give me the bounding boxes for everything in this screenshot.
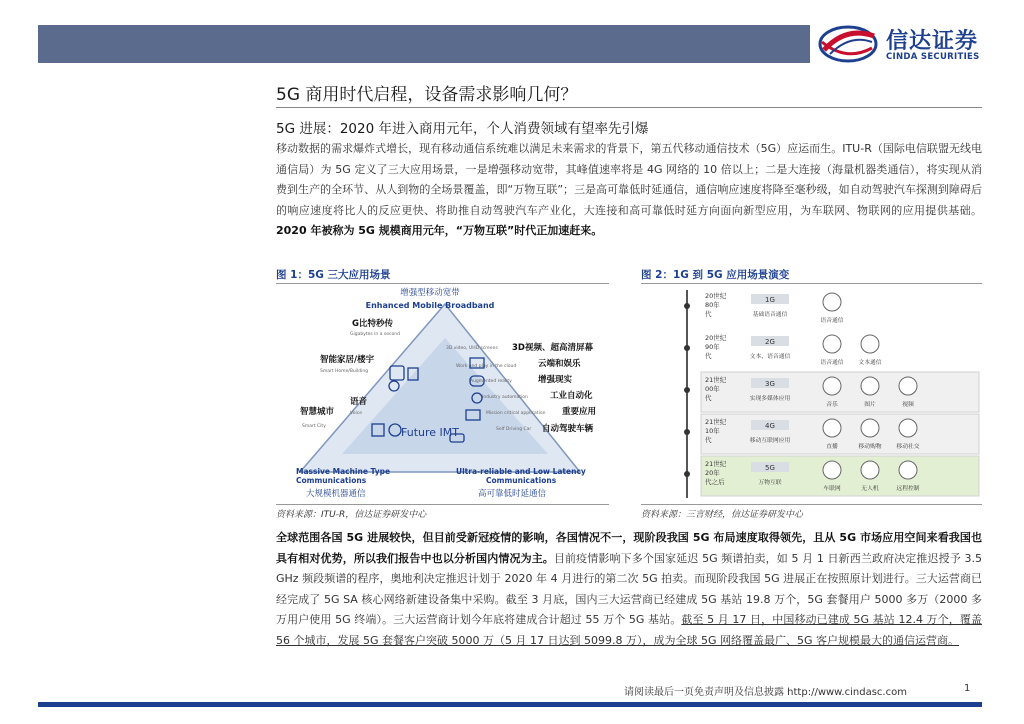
app-label: 图片 <box>864 402 876 408</box>
right-label-2-cn: 增强现实 <box>538 375 573 385</box>
app-label: 直播 <box>826 444 838 450</box>
page-number: 1 <box>964 683 971 694</box>
footer-disclaimer[interactable]: 请阅读最后一页免责声明及信息披露 http://www.cindasc.com <box>624 687 907 698</box>
generation-desc: 文本、语音通信 <box>749 354 791 360</box>
right-label-1-cn: 云端和娱乐 <box>538 359 581 369</box>
figure2-title: 图 2：1G 到 5G 应用场景演变 <box>641 269 790 281</box>
left-label-2-en: Voice <box>350 411 362 416</box>
era-label: 代 <box>705 310 712 318</box>
app-icon <box>823 293 841 311</box>
right-label-5-cn: 自动驾驶车辆 <box>542 424 594 434</box>
app-icon <box>899 419 917 437</box>
era-label: 20年 <box>705 469 720 477</box>
generation-label: 2G <box>765 338 775 346</box>
app-icon <box>861 419 879 437</box>
section-subtitle: 5G 进展：2020 年进入商用元年，个人消费领域有望率先引爆 <box>276 121 649 137</box>
progress-text: 目前疫情影响下多个国家延迟 5G 频谱拍卖，如 5 月 1 日新西兰政府决定推迟授予 3.5 GHz 频段频谱的程序，奥地利决定推迟计划于 2020 年 4 月进行的第二次 5G 拍卖。而现阶段我国 5G 进展正在按照原计划进行。三大运营商已经完成了 5G SA 核心网络新建设备集中采购。截至 3 月底，国内三大运营商已经建成 5G 基站 19.8 万个，5G 套餐用户 5000 多万（2000 多万用户使用 5G 终端）。三大运营商计划今年底将建成合计超过 55 万个 5G 基站。 <box>276 551 982 626</box>
app-label: 移动社交 <box>896 444 920 450</box>
app-label: 移动购物 <box>858 444 882 450</box>
timeline-dot <box>684 429 690 435</box>
cinda-logo-mark-icon <box>816 22 880 66</box>
era-label: 20世纪 <box>705 334 727 342</box>
app-icon <box>823 419 841 437</box>
era-row-bg <box>701 372 979 412</box>
intro-paragraph <box>276 139 982 242</box>
top-en: Enhanced Mobile Broadband <box>365 301 495 310</box>
era-label: 21世纪 <box>705 460 727 468</box>
timeline-dot <box>684 387 690 393</box>
app-label: 音乐 <box>826 402 838 408</box>
right-label-2-en: Augmented reality <box>470 379 512 384</box>
right-label-3-cn: 工业自动化 <box>550 391 593 401</box>
era-label: 80年 <box>705 301 720 309</box>
page-title: 5G 商用时代启程，设备需求影响几何？ <box>276 85 578 105</box>
cinda-logo[interactable] <box>816 20 992 68</box>
generation-desc: 基础语音通信 <box>752 312 788 318</box>
app-label: 视频 <box>902 402 914 408</box>
app-icon <box>899 377 917 395</box>
progress-underlined: 截至 5 月 17 日，中国移动已建成 5G 基站 12.4 万个，覆盖 56 个城市，发展 5G 套餐客户突破 5000 万（5 月 17 日达到 5099.8 万），成为全球 5G 网络覆盖最广、5G 客户规模最大的通信运营商。 <box>276 613 982 647</box>
right-label-4-en: Mission critical application <box>486 411 546 416</box>
generation-desc: 移动互联网应用 <box>749 438 791 444</box>
app-label: 语音通信 <box>820 360 844 366</box>
era-label: 21世纪 <box>705 376 727 384</box>
header-bar <box>38 25 810 63</box>
left-label-3-en: Smart City <box>302 424 326 429</box>
app-icon <box>861 377 879 395</box>
era-label: 代 <box>705 352 712 360</box>
figure2-bottom-rule <box>641 504 982 505</box>
left-bottom-en1: Massive Machine Type <box>296 467 391 476</box>
progress-bold: 全球范围各国 5G 进展较快，但目前受新冠疫情的影响，各国情况不一，现阶段我国 5G 布局速度取得领先，且从 5G 市场应用空间来看我国也具有相对优势，所以我们报告中也以分析国内情况为主。 <box>276 531 982 565</box>
left-label-3-cn: 智慧城市 <box>300 407 335 417</box>
figure2-top-rule <box>641 283 982 284</box>
left-label-1-en: Smart Home/Building <box>320 369 369 374</box>
generation-label: 4G <box>765 422 775 430</box>
era-label: 20世纪 <box>705 292 727 300</box>
app-icon <box>861 461 879 479</box>
era-label: 代 <box>705 394 712 402</box>
right-bottom-en1: Ultra-reliable and Low Latency <box>456 467 586 476</box>
right-bottom-cn: 高可靠低时延通信 <box>478 489 547 499</box>
left-bottom-en2: Communications <box>296 476 367 485</box>
generation-label: 3G <box>765 380 775 388</box>
generation-desc: 万物互联 <box>758 480 782 486</box>
app-icon <box>861 335 879 353</box>
intro-bold: 2020 年被称为 5G 规模商用元年，“万物互联”时代正加速赶来。 <box>276 224 603 237</box>
left-label-2-cn: 语音 <box>350 397 368 407</box>
era-label: 代之后 <box>705 478 725 486</box>
app-label: 远程控制 <box>896 486 920 492</box>
timeline-dot <box>684 345 690 351</box>
figure2-evolution-diagram <box>641 286 982 504</box>
footer-bar <box>38 702 982 707</box>
app-icon <box>899 461 917 479</box>
timeline-dot <box>684 471 690 477</box>
logo-name-cn: 信达证券 <box>886 29 979 54</box>
right-label-4-cn: 重要应用 <box>562 407 597 417</box>
right-label-5-en: Self Driving Car <box>496 427 532 432</box>
generation-label: 1G <box>765 296 775 304</box>
app-icon <box>823 377 841 395</box>
generation-desc: 实现多媒体应用 <box>749 396 791 402</box>
figure1-title: 图 1：5G 三大应用场景 <box>276 269 391 281</box>
left-bottom-cn: 大规模机器通信 <box>306 489 366 499</box>
era-label: 21世纪 <box>705 418 727 426</box>
app-label: 无人机 <box>861 486 879 492</box>
app-label: 语音通信 <box>820 318 844 324</box>
left-label-1-cn: 智能家居/楼宇 <box>320 355 375 365</box>
intro-text: 移动数据的需求爆炸式增长，现有移动通信系统难以满足未来需求的背景下，第五代移动通信技术（5G）应运而生。ITU-R（国际电信联盟无线电通信局）为 5G 定义了三大应用场景，一是增强移动宽带，其峰值速率将是 4G 网络的 10 倍以上；二是大连接（海量机器类通信），将实现从消费到生产的全环节、从人到物的全场景覆盖，即“万物互联”；三是高可靠低时延通信，通信响应速度将降至毫秒级，如自动驾驶汽车探测到障碍后的响应速度将比人的反应更快、将助推自动驾驶汽车产业化，大连接和高可靠低时延方向面向新型应用，为车联网、物联网的应用提供基础。 <box>276 142 982 217</box>
left-label-0-cn: G比特秒传 <box>352 319 393 329</box>
top-cn: 增强型移动宽带 <box>400 288 460 298</box>
right-bottom-en2: Communications <box>486 476 557 485</box>
app-icon <box>823 335 841 353</box>
figure1-top-rule <box>276 283 609 284</box>
figure1-triangle-diagram <box>280 286 608 502</box>
progress-paragraph <box>276 528 982 651</box>
generation-label: 5G <box>765 464 775 472</box>
era-row-bg <box>701 414 979 454</box>
right-label-3-en: Industry automation <box>482 395 528 400</box>
figure1-bottom-rule <box>276 504 609 505</box>
logo-name-en: CINDA SECURITIES <box>886 52 980 62</box>
era-label: 10年 <box>705 427 720 435</box>
app-label: 车联网 <box>823 486 841 492</box>
era-label: 00年 <box>705 385 720 393</box>
app-label: 文本通信 <box>858 360 882 366</box>
title-divider <box>276 107 982 108</box>
era-label: 90年 <box>705 343 720 351</box>
timeline-dot <box>684 303 690 309</box>
era-label: 代 <box>705 436 712 444</box>
figure1-source: 资料来源：ITU-R，信达证券研发中心 <box>276 510 427 520</box>
right-label-0-cn: 3D视频、超高清屏幕 <box>512 343 593 353</box>
right-label-0-en: 3D video, UHD screens <box>446 346 498 351</box>
figure2-source: 资料来源：三言财经，信达证券研发中心 <box>641 510 804 520</box>
left-label-0-en: Gigabytes in a second <box>350 332 400 337</box>
center-label: Future IMT <box>401 426 459 439</box>
app-icon <box>823 461 841 479</box>
right-label-1-en: Work and play in the cloud <box>456 364 517 369</box>
